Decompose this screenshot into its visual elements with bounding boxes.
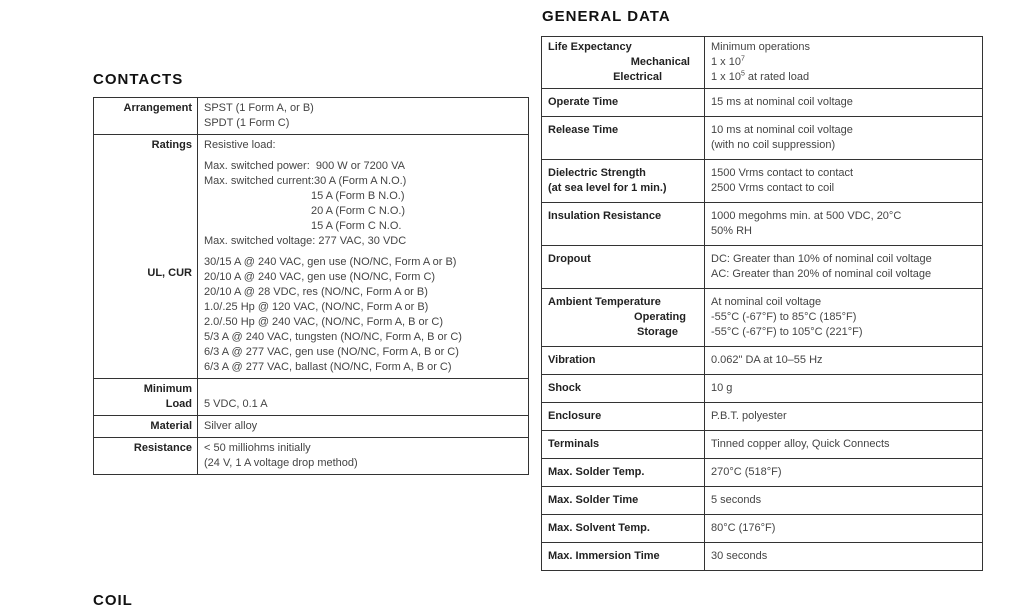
value-line: SPST (1 Form A, or B) (204, 102, 314, 114)
row-label: Material (94, 416, 198, 438)
dropout-value (705, 246, 983, 289)
value-line: 15 A (Form C N.O. (204, 220, 402, 232)
value-line: Minimum operations (711, 41, 811, 53)
value-line: 20 A (Form C N.O.) (204, 205, 406, 217)
value-line: Resistive load: (204, 139, 276, 151)
shock-value: 10 g (711, 382, 733, 394)
ratings-value (198, 135, 529, 379)
table-row (94, 438, 529, 475)
table-row (542, 89, 983, 117)
solder-time-value: 5 seconds (711, 494, 762, 506)
value-line: (with no coil suppression) (711, 139, 836, 151)
table-row (94, 98, 529, 135)
label-line: (at sea level for 1 min.) (548, 182, 667, 194)
row-label: Arrangement (94, 98, 198, 135)
general-data-title: GENERAL DATA (542, 8, 671, 25)
ratings-lines (204, 159, 522, 249)
value-line: 20/10 A @ 240 VAC, gen use (NO/NC, Form C) (204, 271, 436, 283)
ul-cur-label: UL, CUR (147, 267, 192, 279)
general-data-table (541, 36, 983, 571)
value-line: -55°C (-67°F) to 85°C (185°F) (711, 311, 857, 323)
row-label: Max. Solder Time (542, 487, 705, 515)
terminals-value: Tinned copper alloy, Quick Connects (711, 438, 890, 450)
value-line: Max. switched power: 900 W or 7200 VA (204, 160, 405, 172)
label-line: Operating (634, 311, 686, 323)
resistance-value (198, 438, 529, 475)
label-line: Minimum (143, 383, 192, 395)
value-line: 1000 megohms min. at 500 VDC, 20°C (711, 210, 902, 222)
table-row (94, 416, 529, 438)
value-line: 6/3 A @ 277 VAC, gen use (NO/NC, Form A, B or C) (204, 346, 459, 358)
row-label: Dropout (542, 246, 705, 289)
insulation-value (705, 203, 983, 246)
ul-cur-lines (204, 255, 522, 375)
value-line: 1 x $10^7$ (711, 55, 745, 68)
row-label (542, 160, 705, 203)
table-row (542, 289, 983, 347)
table-row (542, 347, 983, 375)
value-line: -55°C (-67°F) to 105°C (221°F) (711, 326, 863, 338)
value-line: 20/10 A @ 28 VDC, res (NO/NC, Form A or B) (204, 286, 428, 298)
row-label: Max. Immersion Time (542, 543, 705, 571)
value-line: 10 ms at nominal coil voltage (711, 124, 853, 136)
row-label (542, 37, 705, 89)
label-line: Life Expectancy (548, 41, 632, 53)
row-label: Release Time (542, 117, 705, 160)
solder-temp-value: 270°C (518°F) (711, 466, 782, 478)
row-label: Resistance (94, 438, 198, 475)
row-label: Vibration (542, 347, 705, 375)
value-line: 1 x $10^5$ at rated load (711, 70, 810, 83)
value-line: 30/15 A @ 240 VAC, gen use (NO/NC, Form A or B) (204, 256, 457, 268)
table-row (542, 375, 983, 403)
value-line: 50% RH (711, 225, 752, 237)
solvent-temp-value: 80°C (176°F) (711, 522, 776, 534)
row-label (94, 135, 198, 379)
row-label (542, 289, 705, 347)
value-line: 1500 Vrms contact to contact (711, 167, 854, 179)
ambient-value (705, 289, 983, 347)
table-row (542, 487, 983, 515)
value-line: 15 A (Form B N.O.) (204, 190, 405, 202)
table-row (542, 515, 983, 543)
enclosure-value: P.B.T. polyester (711, 410, 787, 422)
table-row (542, 459, 983, 487)
value-line: Max. switched voltage: 277 VAC, 30 VDC (204, 235, 407, 247)
row-label: Operate Time (542, 89, 705, 117)
table-row (94, 379, 529, 416)
table-row (542, 203, 983, 246)
value-line: Max. switched current:30 A (Form A N.O.) (204, 175, 407, 187)
table-row (542, 160, 983, 203)
ratings-label: Ratings (151, 139, 192, 151)
value-line: SPDT (1 Form C) (204, 117, 290, 129)
label-line: Mechanical (630, 56, 690, 68)
value-line: 1.0/.25 Hp @ 120 VAC, (NO/NC, Form A or B) (204, 301, 429, 313)
value-line: AC: Greater than 20% of nominal coil voltage (711, 268, 932, 280)
row-label: Enclosure (542, 403, 705, 431)
value-line: < 50 milliohms initially (204, 442, 311, 454)
row-label (94, 379, 198, 416)
table-row (542, 37, 983, 89)
value-line: (24 V, 1 A voltage drop method) (204, 457, 358, 469)
label-line: Electrical (613, 71, 662, 83)
label-line: Ambient Temperature (548, 296, 661, 308)
operate-value: 15 ms at nominal coil voltage (711, 96, 853, 108)
value-line: 2500 Vrms contact to coil (711, 182, 835, 194)
dielectric-value (705, 160, 983, 203)
vibration-value: 0.062" DA at 10–55 Hz (711, 354, 823, 366)
value-line: At nominal coil voltage (711, 296, 822, 308)
row-label: Insulation Resistance (542, 203, 705, 246)
life-value (705, 37, 983, 89)
arrangement-value (198, 98, 529, 135)
value-line: 5/3 A @ 240 VAC, tungsten (NO/NC, Form A, B or C) (204, 331, 462, 343)
minimum-load-value: 5 VDC, 0.1 A (204, 398, 268, 410)
table-row (542, 431, 983, 459)
table-row (542, 246, 983, 289)
material-value: Silver alloy (204, 420, 258, 432)
contacts-table (93, 97, 529, 475)
value-line: 2.0/.50 Hp @ 240 VAC, (NO/NC, Form A, B or C) (204, 316, 443, 328)
table-row (542, 117, 983, 160)
label-line: Dielectric Strength (548, 167, 646, 179)
table-row (542, 403, 983, 431)
value-line: DC: Greater than 10% of nominal coil voltage (711, 253, 932, 265)
row-label: Terminals (542, 431, 705, 459)
table-row (542, 543, 983, 571)
value-line: 6/3 A @ 277 VAC, ballast (NO/NC, Form A, B or C) (204, 361, 452, 373)
row-label: Max. Solder Temp. (542, 459, 705, 487)
row-label: Shock (542, 375, 705, 403)
contacts-title: CONTACTS (93, 71, 184, 88)
release-value (705, 117, 983, 160)
coil-title-partial: COIL (93, 592, 133, 609)
label-line: Load (165, 398, 192, 410)
immersion-time-value: 30 seconds (711, 550, 768, 562)
row-label: Max. Solvent Temp. (542, 515, 705, 543)
table-row (94, 135, 529, 379)
label-line: Storage (637, 326, 678, 338)
